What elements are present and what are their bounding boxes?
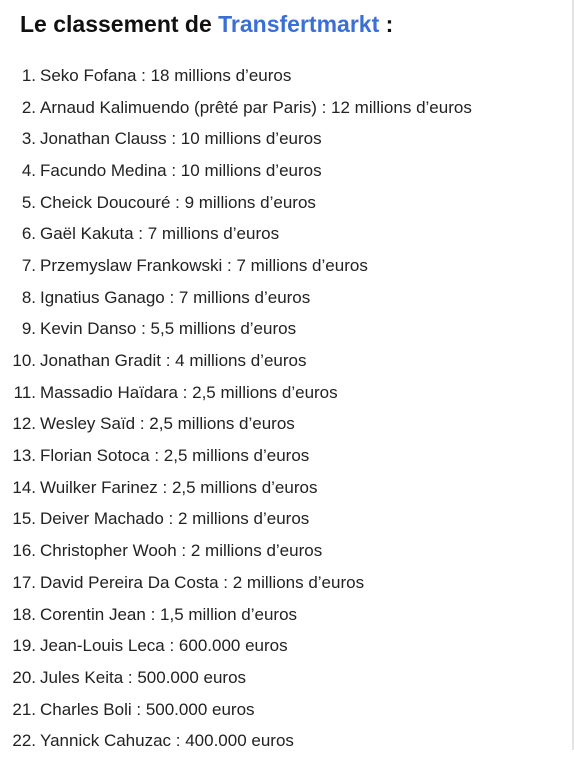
ranking-item — [0, 599, 472, 631]
rank-number: 10. — [12, 351, 36, 371]
ranking-item — [0, 504, 472, 536]
rank-text: Florian Sotoca : 2,5 millions d’euros — [40, 446, 310, 466]
rank-text: Jean-Louis Leca : 600.000 euros — [40, 636, 288, 656]
ranking-item — [0, 377, 472, 409]
rank-number: 13. — [12, 446, 36, 466]
rank-number: 9. — [21, 319, 36, 339]
ranking-item — [0, 123, 472, 155]
rank-text: Gaël Kakuta : 7 millions d’euros — [40, 224, 280, 244]
ranking-item — [0, 92, 472, 124]
ranking-item — [0, 60, 472, 92]
rank-text: Jules Keita : 500.000 euros — [40, 667, 247, 687]
page-heading — [20, 8, 393, 40]
rank-number: 2. — [21, 97, 36, 117]
rank-text: Yannick Cahuzac : 400.000 euros — [40, 731, 294, 751]
rank-text: Wesley Saïd : 2,5 millions d’euros — [40, 414, 295, 434]
rank-text: Deiver Machado : 2 millions d’euros — [40, 509, 310, 529]
rank-text: Massadio Haïdara : 2,5 millions d’euros — [40, 382, 338, 402]
rank-number: 18. — [12, 604, 36, 624]
ranking-item — [0, 662, 472, 694]
rank-text: Arnaud Kalimuendo (prêté par Paris) : 12 millions d’euros — [40, 97, 472, 117]
ranking-item — [0, 187, 472, 219]
ranking-item — [0, 725, 472, 757]
rank-text: Jonathan Clauss : 10 millions d’euros — [40, 129, 322, 149]
heading-prefix: Le classement de — [20, 11, 219, 37]
rank-text: Ignatius Ganago : 7 millions d’euros — [40, 287, 311, 307]
ranking-list — [0, 60, 472, 757]
rank-number: 5. — [21, 192, 36, 212]
ranking-item — [0, 535, 472, 567]
rank-number: 12. — [12, 414, 36, 434]
rank-number: 19. — [12, 636, 36, 656]
ranking-item — [0, 250, 472, 282]
rank-number: 20. — [12, 667, 36, 687]
ranking-item — [0, 155, 472, 187]
transfertmarkt-link[interactable]: Transfertmarkt — [218, 11, 380, 37]
rank-text: Przemyslaw Frankowski : 7 millions d’euros — [40, 255, 368, 275]
ranking-item — [0, 694, 472, 726]
rank-text: David Pereira Da Costa : 2 millions d’euros — [40, 572, 365, 592]
rank-text: Cheick Doucouré : 9 millions d’euros — [40, 192, 316, 212]
rank-text: Jonathan Gradit : 4 millions d’euros — [40, 351, 307, 371]
ranking-item — [0, 440, 472, 472]
ranking-item — [0, 282, 472, 314]
ranking-item — [0, 630, 472, 662]
rank-number: 8. — [21, 287, 36, 307]
rank-text: Wuilker Farinez : 2,5 millions d’euros — [40, 477, 318, 497]
rank-number: 15. — [12, 509, 36, 529]
rank-text: Charles Boli : 500.000 euros — [40, 699, 255, 719]
rank-number: 14. — [12, 477, 36, 497]
rank-number: 11. — [13, 382, 36, 402]
ranking-item — [0, 472, 472, 504]
rank-text: Kevin Danso : 5,5 millions d’euros — [40, 319, 297, 339]
rank-number: 6. — [21, 224, 36, 244]
rank-text: Seko Fofana : 18 millions d’euros — [40, 65, 292, 85]
rank-number: 4. — [21, 160, 36, 180]
rank-text: Facundo Medina : 10 millions d’euros — [40, 160, 322, 180]
rank-number: 17. — [12, 572, 36, 592]
ranking-item — [0, 345, 472, 377]
rank-number: 21. — [12, 699, 36, 719]
ranking-item — [0, 218, 472, 250]
rank-number: 7. — [21, 255, 36, 275]
rank-number: 3. — [21, 129, 36, 149]
rank-number: 16. — [12, 541, 36, 561]
rank-number: 22. — [12, 731, 36, 751]
ranking-item — [0, 567, 472, 599]
heading-suffix: : — [379, 11, 394, 37]
ranking-item — [0, 409, 472, 441]
rank-text: Christopher Wooh : 2 millions d’euros — [40, 541, 323, 561]
ranking-item — [0, 314, 472, 346]
rank-number: 1. — [21, 65, 36, 85]
rank-text: Corentin Jean : 1,5 million d’euros — [40, 604, 298, 624]
